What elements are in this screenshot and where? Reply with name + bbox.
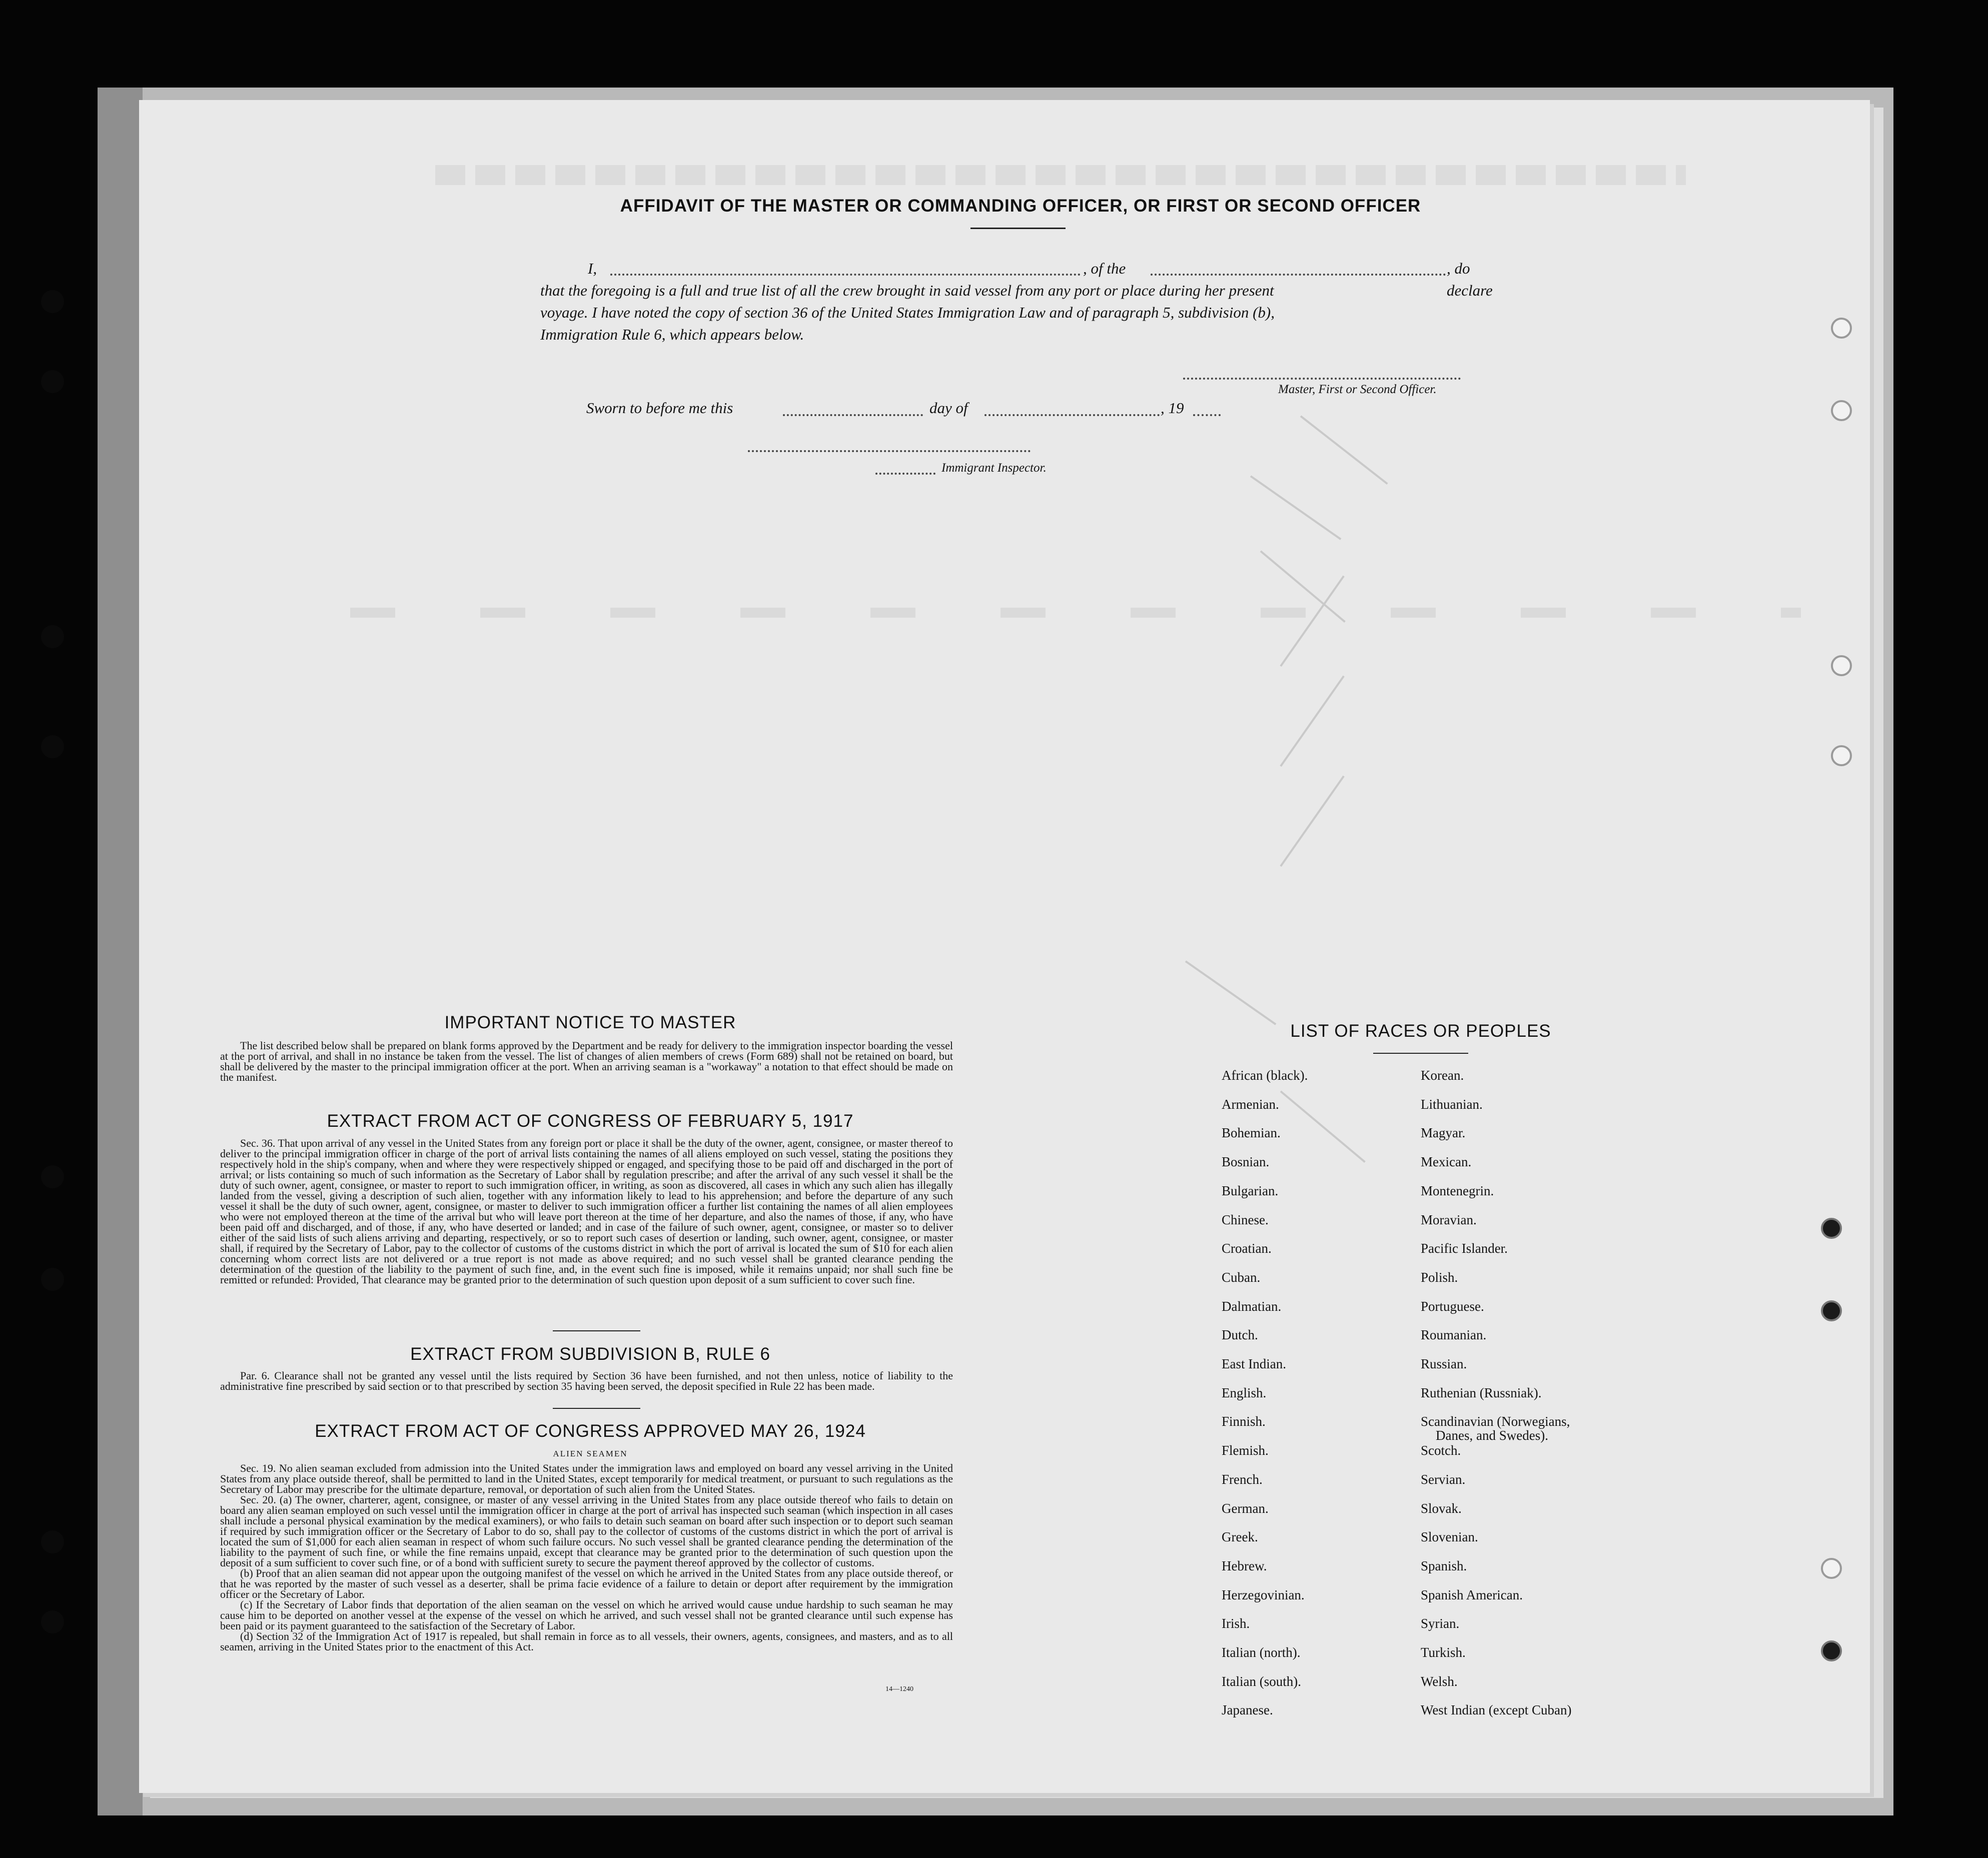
extract-1917-heading: EXTRACT FROM ACT OF CONGRESS OF FEBRUARY 5, 1917: [327, 1111, 854, 1131]
race-item: Polish.: [1421, 1269, 1458, 1285]
notice-paragraph: The list described below shall be prepared on blank forms approved by the Department and be ready for delivery to the immigration inspector boarding the vessel at the port of arrival, and shall in no instance be taken from the vessel. The list of changes of alien members of crews (Form 689) shall not be retained on board, but shall be delivered by the master to the principal immigration officer at the port. When an arriving seaman is a "workaway" a notation to that effect should be made on the manifest.: [220, 1039, 953, 1083]
binder-hole: [41, 1530, 64, 1553]
section-divider: [553, 1330, 640, 1331]
heading-underline: [970, 228, 1066, 229]
race-item: West Indian (except Cuban): [1421, 1702, 1572, 1718]
race-item: Dalmatian.: [1222, 1298, 1282, 1314]
bleed-through-text: [350, 608, 1801, 618]
race-item: Lithuanian.: [1421, 1096, 1483, 1112]
bleed-through-text: [435, 165, 1686, 185]
race-item: Russian.: [1421, 1356, 1467, 1371]
page-punch-ring: [1831, 745, 1852, 766]
sec-20a-paragraph: Sec. 20. (a) The owner, charterer, agent, consignee, or master of any vessel arriving in the United States from any place outside thereof who fails to detain on board any alien seaman employed on such vessel until the immigration officer in charge at the port of arrival has inspected such seaman (which inspection in all cases shall include a personal physical examination by the medical examiners), or who fails to detain such seaman on board after such inspection or to deport such seaman if required by such immigration officer or the Secretary of Labor to do so, shall pay to the collector of customs of the customs district in which the port of arrival is located the sum of $1,000 for each alien seaman in respect of whom such failure occurs. No such vessel shall be granted clearance pending the determination of the liability to the payment of such fine, or while the fine remains unpaid, except that clearance may be granted prior to the determination of such question upon the deposit of a sum sufficient to cover such fine, or of a bond with sufficient surety to secure the payment thereof approved by the collector of customs.: [220, 1493, 953, 1569]
notice-text: [220, 1040, 953, 1082]
page-punch-ring: [1831, 400, 1852, 421]
race-item: Roumanian.: [1421, 1327, 1487, 1343]
extract-1924-heading: EXTRACT FROM ACT OF CONGRESS APPROVED MAY 26, 1924: [315, 1421, 866, 1441]
race-item: Italian (south).: [1222, 1673, 1301, 1689]
sec-20c-paragraph: (c) If the Secretary of Labor finds that deportation of the alien seaman on the vessel on which he arrived would cause undue hardship to such seaman he may cause him to be deported on another vessel at the expense of the vessel on which he arrived, and such vessel shall not be granted clearance until such expense has been paid or its payment guaranteed to the satisfaction of the Secretary of Labor.: [220, 1598, 953, 1632]
race-item: Irish.: [1222, 1616, 1250, 1631]
races-heading: LIST OF RACES OR PEOPLES: [1290, 1021, 1551, 1041]
binder-hole: [41, 1610, 64, 1633]
race-item: Syrian.: [1421, 1616, 1460, 1631]
race-item: African (black).: [1222, 1068, 1308, 1083]
race-item: Finnish.: [1222, 1414, 1266, 1429]
sec-20b-paragraph: (b) Proof that an alien seaman did not appear upon the outgoing manifest of the vessel on which he arrived in the United States from any place outside thereof, or that he was reported by the master of such vessel as a deserter, shall be prima facie evidence of a failure to detain or deport after requirement by the immigration officer or the Secretary of Labor.: [220, 1567, 953, 1600]
race-item: Danes, and Swedes).: [1436, 1428, 1548, 1443]
page-punch-ring: [1821, 1640, 1842, 1661]
sworn-day-label: day of: [929, 399, 968, 417]
race-item: Turkish.: [1421, 1645, 1466, 1660]
race-item: Dutch.: [1222, 1327, 1258, 1343]
extract-1924-text: [220, 1463, 953, 1652]
race-item: Portuguese.: [1421, 1298, 1484, 1314]
page-punch-ring: [1821, 1218, 1842, 1239]
race-item: Cuban.: [1222, 1269, 1261, 1285]
page-punch-ring: [1821, 1300, 1842, 1321]
binder-hole: [41, 735, 64, 758]
subdivision-b-text: [220, 1370, 953, 1391]
name-field-line[interactable]: [610, 274, 1081, 276]
sworn-month-field[interactable]: [984, 414, 1160, 416]
race-item: Spanish.: [1421, 1558, 1467, 1573]
page-punch-ring: [1831, 655, 1852, 676]
race-item: Moravian.: [1421, 1212, 1477, 1227]
vessel-field-line[interactable]: [1151, 274, 1446, 276]
sworn-year-field[interactable]: [1193, 414, 1221, 416]
affidavit-i-label: I,: [588, 260, 597, 277]
page-punch-ring: [1821, 1558, 1842, 1579]
race-item: Korean.: [1421, 1068, 1464, 1083]
race-item: Italian (north).: [1222, 1645, 1301, 1660]
race-item: Bulgarian.: [1222, 1183, 1279, 1198]
affidavit-line-3: voyage. I have noted the copy of section 36 of the United States Immigration Law and of paragraph 5, subdivision (b),: [540, 304, 1275, 321]
alien-seamen-subheading: ALIEN SEAMEN: [553, 1449, 628, 1458]
races-heading-underline: [1373, 1053, 1468, 1054]
signature-line[interactable]: [1183, 378, 1461, 380]
race-item: Scotch.: [1421, 1443, 1461, 1458]
race-item: Bosnian.: [1222, 1154, 1270, 1170]
race-item: Flemish.: [1222, 1443, 1269, 1458]
race-item: German.: [1222, 1500, 1269, 1516]
binder-hole: [41, 370, 64, 393]
race-item: Armenian.: [1222, 1096, 1279, 1112]
binder-hole: [41, 1268, 64, 1291]
sworn-year-label: , 19: [1161, 399, 1184, 417]
race-item: Ruthenian (Russniak).: [1421, 1385, 1542, 1400]
notice-heading: IMPORTANT NOTICE TO MASTER: [444, 1013, 736, 1032]
race-item: Servian.: [1421, 1471, 1466, 1487]
race-item: East Indian.: [1222, 1356, 1286, 1371]
race-item: Japanese.: [1222, 1702, 1273, 1718]
subdivision-b-heading: EXTRACT FROM SUBDIVISION B, RULE 6: [410, 1344, 770, 1364]
race-item: Slovak.: [1421, 1500, 1462, 1516]
affidavit-line-2: that the foregoing is a full and true list of all the crew brought in said vessel from any port or place during her present: [540, 282, 1274, 299]
race-item: Bohemian.: [1222, 1125, 1281, 1141]
race-item: Hebrew.: [1222, 1558, 1267, 1573]
extract-1917-text: [220, 1138, 953, 1285]
sec-36-paragraph: Sec. 36. That upon arrival of any vessel in the United States from any foreign port or place it shall be the duty of the owner, agent, consignee, or master thereof to deliver to the principal immigration officer in charge of the port of arrival lists containing the names of all aliens employed on such vessel, stating the positions they respectively hold in the ship's company, when and where they were respectively shipped or engaged, and specifying those to be paid off and discharged in the port of arrival; or lists containing so much of such information as the Secretary of Labor shall by regulation prescribe; and after the arrival of any such vessel it shall be the duty of such owner, agent, consignee, or master to report to such immigration officer, in writing, as soon as discovered, all cases in which any such alien has illegally landed from the vessel, giving a description of such alien, together with any information likely to lead to his apprehension; and before the departure of any such vessel it shall be the duty of such owner, agent, consignee, or master to deliver to such immigration officer a further list containing the names of all alien employees who were not employed thereon at the time of the arrival but who will leave port thereon at the time of her departure, and also the names of those, if any, who have been paid off and discharged, and of those, if any, who have deserted or landed; and in case of the failure of such owner, agent, consignee, or master so to deliver either of the said lists of such aliens arriving and departing, respectively, or so to report such cases of desertion or landing, such owner, agent, consignee, or master shall, if required by the Secretary of Labor, pay to the collector of customs of the customs district in which the port of arrival is located the sum of $10 for each alien concerning whom correct lists are not delivered or a true report is not made as above required; and no such vessel shall be granted clearance pending the determination of the question of the liability to the payment of such fine, and, in the event such fine is imposed, while it remains unpaid; nor shall such fine be remitted or refunded: Provided, That clearance may be granted prior to the determination of such question upon deposit of a sum sufficient to cover such fine.: [220, 1137, 953, 1286]
inspector-dots: [875, 473, 935, 475]
race-item: Montenegrin.: [1421, 1183, 1494, 1198]
sworn-day-field[interactable]: [783, 414, 923, 416]
race-item: French.: [1222, 1471, 1263, 1487]
par-6-paragraph: Par. 6. Clearance shall not be granted any vessel until the lists required by Section 36 have been furnished, and not then unless, notice of liability to the administrative fine prescribed by said section or to that prescribed by section 35 having been served, the deposit specified in Rule 22 has been made.: [220, 1369, 953, 1392]
binder-hole: [41, 290, 64, 313]
mount-left-strip: [98, 88, 143, 1815]
binder-hole: [41, 625, 64, 648]
page-punch-ring: [1831, 318, 1852, 339]
race-item: Mexican.: [1421, 1154, 1472, 1170]
affidavit-do-declare-label: , do declare: [1447, 260, 1493, 299]
sworn-prefix: Sworn to before me this: [586, 399, 733, 417]
section-divider: [553, 1408, 640, 1409]
affidavit-of-the-label: , of the: [1083, 260, 1126, 277]
sec-20d-paragraph: (d) Section 32 of the Immigration Act of 1917 is repealed, but shall remain in force as to all vessels, their owners, agents, consignees, and masters, and as to all seamen, arriving in the United States prior to the enactment of this Act.: [220, 1630, 953, 1653]
affidavit-line-4: Immigration Rule 6, which appears below.: [540, 326, 804, 343]
race-item: Slovenian.: [1421, 1529, 1478, 1545]
race-item: Welsh.: [1421, 1673, 1458, 1689]
race-item: Herzegovinian.: [1222, 1587, 1305, 1602]
race-item: Scandinavian (Norwegians,: [1421, 1414, 1570, 1429]
race-item: Spanish American.: [1421, 1587, 1523, 1602]
race-item: Croatian.: [1222, 1241, 1272, 1256]
inspector-label: Immigrant Inspector.: [941, 461, 1047, 475]
race-item: Pacific Islander.: [1421, 1241, 1508, 1256]
race-item: Magyar.: [1421, 1125, 1466, 1141]
race-item: Chinese.: [1222, 1212, 1269, 1227]
signature-label: Master, First or Second Officer.: [1278, 383, 1437, 396]
race-item: English.: [1222, 1385, 1267, 1400]
form-number: 14—1240: [885, 1685, 913, 1693]
race-item: Greek.: [1222, 1529, 1258, 1545]
binder-hole: [41, 1165, 64, 1188]
sec-19-paragraph: Sec. 19. No alien seaman excluded from admission into the United States under the immigration laws and employed on board any vessel arriving in the United States from any place outside thereof, shall be permitted to land in the United States, except temporarily for medical treatment, or pursuant to such regulations as the Secretary of Labor may prescribe for the ultimate departure, removal, or deportation of such alien from the United States.: [220, 1462, 953, 1495]
inspector-signature-line[interactable]: [748, 450, 1031, 452]
affidavit-heading: AFFIDAVIT OF THE MASTER OR COMMANDING OFFICER, OR FIRST OR SECOND OFFICER: [620, 196, 1421, 216]
affidavit-declaration: [540, 258, 1501, 346]
